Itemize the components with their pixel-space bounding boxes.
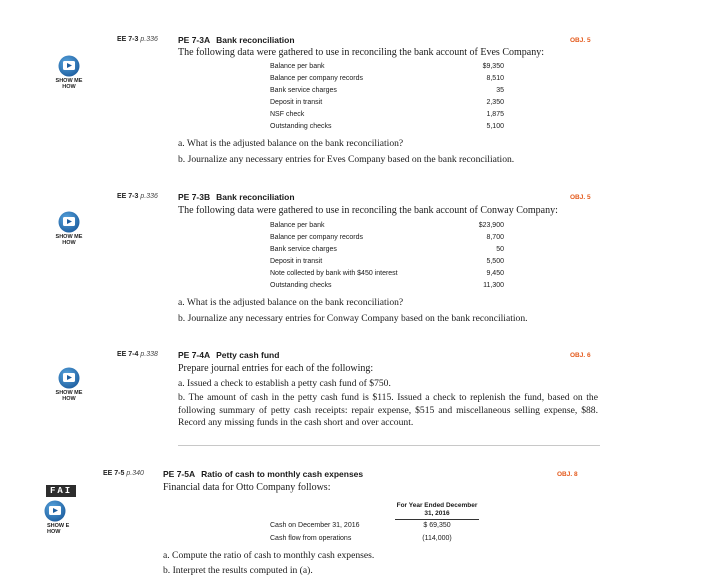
data-value: $9,350 xyxy=(482,63,504,70)
data-value: 11,300 xyxy=(483,282,504,289)
data-value: 9,450 xyxy=(486,270,504,277)
show-me-how-label: SHOW ME HOW xyxy=(55,234,83,247)
column-header: For Year Ended December 31, 2016 xyxy=(395,502,479,520)
problem-title: PE 7-3B Bank reconciliation xyxy=(178,192,295,202)
objective-label: OBJ. 6 xyxy=(570,352,591,359)
data-label: Balance per bank xyxy=(270,63,325,70)
data-label: Balance per company records xyxy=(270,75,363,82)
show-me-how-label: SHOW ME HOW xyxy=(55,390,83,403)
ee-reference: EE 7-3 p.336 xyxy=(117,36,158,43)
ee-reference: EE 7-4 p.338 xyxy=(117,351,158,358)
problem-title: PE 7-5A Ratio of cash to monthly cash expenses xyxy=(163,469,364,479)
data-value: 1,875 xyxy=(486,111,504,118)
play-icon xyxy=(58,211,80,233)
problem-intro: The following data were gathered to use in reconciling the bank account of Conway Company: xyxy=(178,205,558,216)
problem-intro: The following data were gathered to use in reconciling the bank account of Eves Company: xyxy=(178,47,544,58)
data-value: $23,900 xyxy=(478,222,504,229)
question-a: a. Issued a check to establish a petty cash fund of $750. xyxy=(178,378,391,389)
question-a: a. Compute the ratio of cash to monthly cash expenses. xyxy=(163,550,375,561)
data-label: Deposit in transit xyxy=(270,99,323,106)
data-value: $ 69,350 xyxy=(423,522,451,529)
objective-label: OBJ. 5 xyxy=(570,194,591,201)
section-divider xyxy=(178,445,600,446)
data-label: NSF check xyxy=(270,111,305,118)
question-a: a. What is the adjusted balance on the bank reconciliation? xyxy=(178,297,404,308)
data-label: Outstanding checks xyxy=(270,282,332,289)
objective-label: OBJ. 5 xyxy=(570,37,591,44)
data-value: 8,700 xyxy=(486,234,504,241)
play-icon xyxy=(58,367,80,389)
data-label: Balance per company records xyxy=(270,234,363,241)
play-icon xyxy=(58,55,80,77)
question-b: b. Interpret the results computed in (a). xyxy=(163,565,313,576)
problem-intro: Prepare journal entries for each of the following: xyxy=(178,363,374,374)
data-value: 5,500 xyxy=(486,258,504,265)
data-label: Deposit in transit xyxy=(270,258,323,265)
show-me-how-button[interactable] xyxy=(52,55,86,90)
data-value: 2,350 xyxy=(486,99,504,106)
ee-reference: EE 7-5 p.340 xyxy=(103,470,144,477)
data-value: 5,100 xyxy=(486,123,504,130)
show-me-how-label: SHOW ME HOW xyxy=(55,78,83,91)
question-b: b. Journalize any necessary entries for Eves Company based on the bank reconciliation. xyxy=(178,154,515,165)
question-b: b. The amount of cash in the petty cash fund is $115. Issued a check to replenish the fund, based on the following summary of petty cash receipts: repair expense, $515 and miscellaneous selling expense, $88. Record any missing funds in the cash short and over account. xyxy=(178,392,598,428)
problem-intro: Financial data for Otto Company follows: xyxy=(163,482,331,493)
show-me-how-button[interactable] xyxy=(52,211,86,246)
show-me-how-button[interactable] xyxy=(52,367,86,402)
data-value: 50 xyxy=(496,246,504,253)
show-me-how-button[interactable] xyxy=(38,500,72,535)
problem-title: PE 7-3A Bank reconciliation xyxy=(178,35,295,45)
play-icon xyxy=(44,500,66,522)
data-label: Outstanding checks xyxy=(270,123,332,130)
data-label: Cash flow from operations xyxy=(270,535,352,542)
data-label: Balance per bank xyxy=(270,222,325,229)
show-me-how-label: SHOW E HOW xyxy=(47,523,70,536)
data-value: (114,000) xyxy=(422,535,452,542)
data-label: Bank service charges xyxy=(270,246,337,253)
question-a: a. What is the adjusted balance on the bank reconciliation? xyxy=(178,138,404,149)
problem-title: PE 7-4A Petty cash fund xyxy=(178,350,280,360)
data-label: Bank service charges xyxy=(270,87,337,94)
data-value: 8,510 xyxy=(486,75,504,82)
data-value: 35 xyxy=(496,87,504,94)
data-label: Note collected by bank with $450 interest xyxy=(270,270,398,277)
objective-label: OBJ. 8 xyxy=(557,471,578,478)
data-label: Cash on December 31, 2016 xyxy=(270,522,360,529)
fai-badge: FAI xyxy=(46,485,76,497)
question-b: b. Journalize any necessary entries for Conway Company based on the bank reconciliation. xyxy=(178,313,528,324)
ee-reference: EE 7-3 p.336 xyxy=(117,193,158,200)
